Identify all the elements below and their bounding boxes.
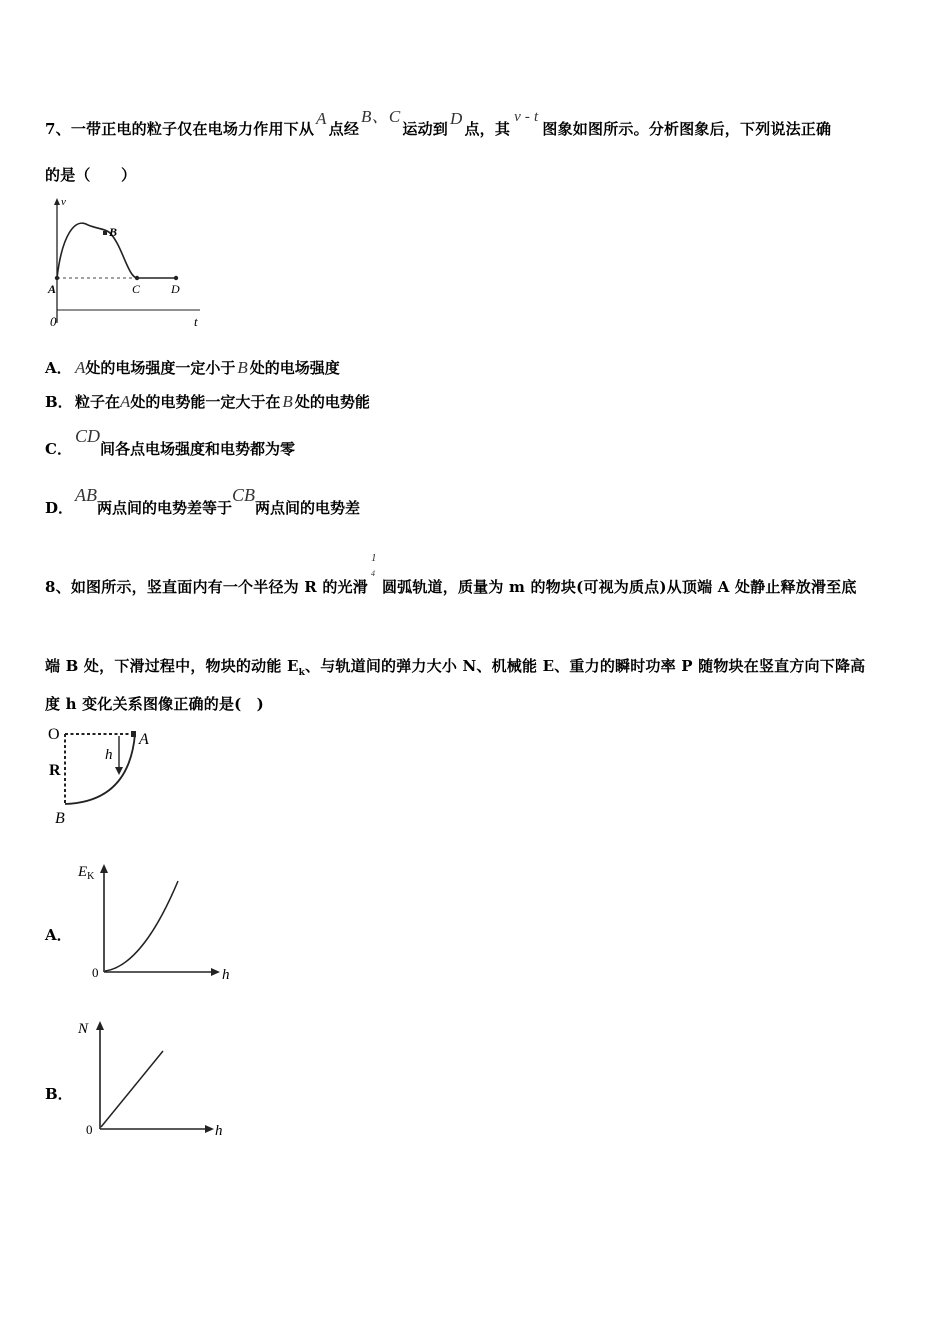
q8-track-arc: [65, 734, 135, 804]
q7-var-vt: v - t: [514, 109, 539, 125]
q8-option-b[interactable]: [45, 1083, 73, 1104]
q8-b-x-arrow: [205, 1125, 214, 1133]
q7-vt-graph: [40, 195, 215, 335]
q8-track-figure: [45, 722, 165, 830]
q7-graph-v-arrow: [54, 198, 60, 205]
q7-graph-origin: 0: [50, 314, 57, 329]
q7-option-a[interactable]: A． A处的电场强度一定小于 B 处的电场强度: [45, 358, 340, 377]
q8-option-b-label: B．: [45, 1085, 73, 1103]
q8-track-label-r: R: [49, 762, 61, 779]
q8-option-a-label: A．: [45, 926, 72, 944]
q7-option-c[interactable]: C．CD间各点电场强度和电势都为零: [45, 426, 296, 458]
q8-stem-line1: 8、如图所示，竖直面内有一个半径为 R 的光滑 1 4 圆弧轨道，质量为 m 的物块(可视为质点)从顶端 A 处静止释放滑至底: [45, 552, 857, 596]
q7-graph-v-label: v: [61, 196, 66, 208]
q8-b-origin: 0: [86, 1122, 93, 1137]
q8-a-x-arrow: [211, 968, 220, 976]
q8-track-block: [131, 731, 136, 737]
q7-graph-label-c: C: [132, 282, 141, 296]
q8-a-y-label: $E_K$: [78, 864, 95, 882]
q8-stem-line2: 端 B 处，下滑过程中，物块的动能 $E_k$、与轨道间的弹力大小 N、机械能 E、重力的瞬时功率 P 随物块在竖直方向下降高: [45, 657, 866, 678]
q7-stem-line1: 7、一带正电的粒子仅在电场力作用下从A点经B、C运动到D点，其v - t图象如图所示。分析图象后，下列说法正确: [45, 107, 832, 138]
q8-track-label-o: O: [48, 726, 60, 743]
q8-a-y-arrow: [100, 864, 108, 873]
q7-option-b[interactable]: B． 粒子在A处的电势能一定大于在 B 处的电势能: [45, 392, 370, 411]
q7-var-a: A: [316, 109, 327, 128]
q8-fraction: 1 4: [370, 552, 377, 578]
q8-track-label-b: B: [55, 810, 65, 827]
q8-a-x-label: h: [222, 967, 230, 983]
q7-graph-point-a: [55, 276, 59, 280]
q7-var-d: D: [449, 109, 463, 128]
q7-graph-point-b: [103, 231, 107, 235]
q7-var-bc: B、C: [361, 107, 401, 126]
q8-b-y-arrow: [96, 1021, 104, 1030]
q7-graph-curve: [57, 223, 137, 278]
q8-track-label-h: h: [105, 747, 113, 763]
q8-stem-line3: 度 h 变化关系图像正确的是( ): [45, 695, 264, 713]
q8-option-b-graph: [72, 1015, 232, 1140]
q8-b-line: [101, 1051, 163, 1127]
q8-option-a-graph: [72, 858, 237, 986]
q8-b-x-label: h: [215, 1123, 223, 1139]
q8-track-label-a: A: [139, 731, 149, 748]
q8-a-curve: [105, 881, 178, 971]
q7-graph-label-b: B: [109, 225, 118, 239]
q7-stem-line2: 的是（ ）: [45, 166, 137, 184]
q7-graph-t-label: t: [194, 314, 198, 329]
q8-track-h-arrowhead: [115, 767, 123, 775]
q7-graph-label-d: D: [171, 282, 180, 296]
q7-graph-label-a: A: [48, 282, 57, 296]
q8-option-a[interactable]: [45, 924, 72, 945]
q7-option-d[interactable]: D．AB两点间的电势差等于CB两点间的电势差: [45, 485, 361, 517]
q7-graph-point-c: [135, 276, 139, 280]
q8-a-origin: 0: [92, 965, 99, 980]
q7-graph-point-d: [174, 276, 178, 280]
q8-b-y-label: N: [78, 1021, 89, 1037]
